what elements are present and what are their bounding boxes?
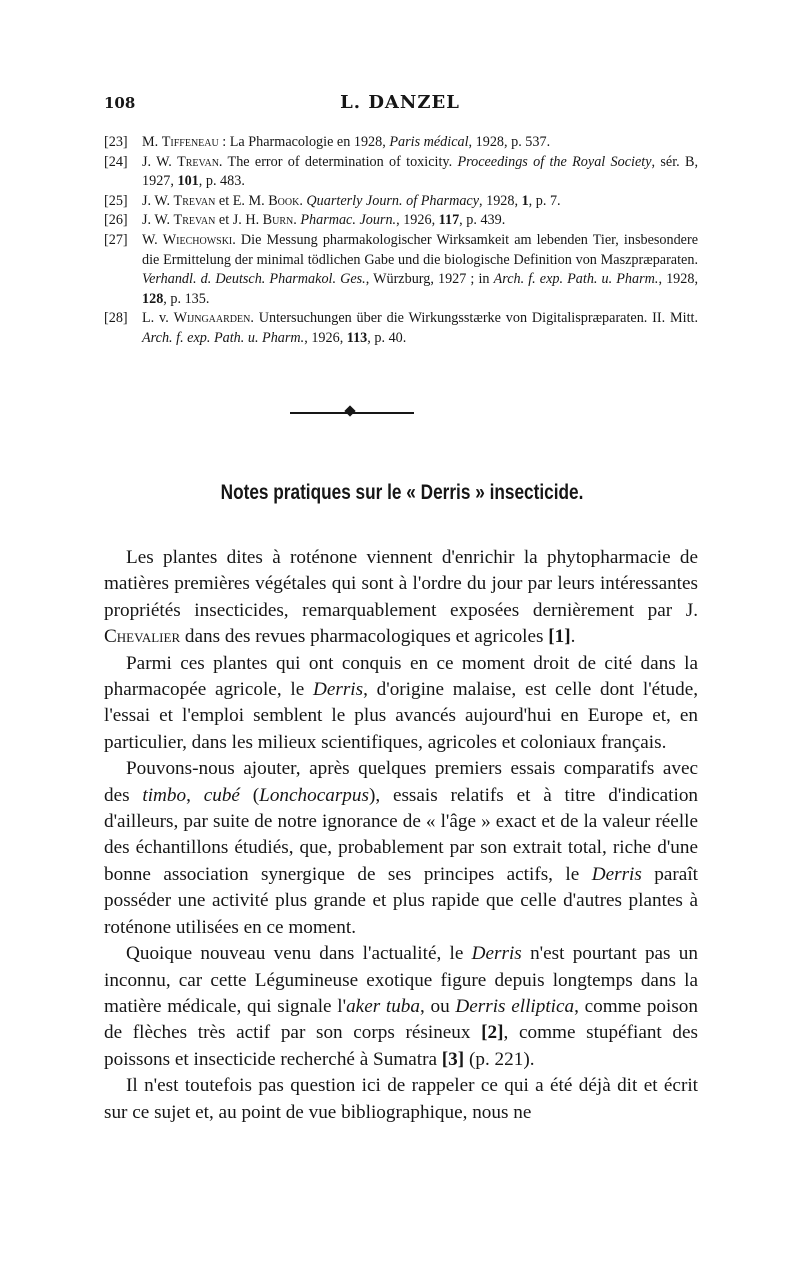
reference-item: [24] J. W. Trevan. The error of determination of toxicity. Proceedings of the Royal Society, sér. B, 1927, 101, p. 483. [104, 153, 699, 190]
reference-journal: Quarterly Journ. of Pharmacy [306, 192, 480, 209]
reference-author-2: Burn [262, 212, 294, 229]
reference-number: [26] [104, 212, 128, 229]
reference-list [104, 133, 698, 349]
paragraph: Quoique nouveau venu dans l'actualité, le Derris n'est pourtant pas un inconnu, car cette Légumineuse exotique figure depuis longtemps dans la matière médicale, qui signale l'aker tuba, ou Derris elliptica, comme poison de flèches très actif par son corps résineux [2], comme stupéfiant des poissons et insecticide recherché à Sumatra [3] (p. 221). [104, 943, 698, 1070]
reference-journal: Pharmac. Journ. [300, 212, 397, 229]
reference-author: Trevan [173, 212, 216, 229]
reference-journal-2: Arch. f. exp. Path. u. Pharm. [493, 271, 659, 288]
page-header [104, 94, 696, 124]
citation-ref: [1] [548, 626, 571, 648]
paragraph: Pouvons-nous ajouter, après quelques premiers essais comparatifs avec des timbo, cubé (Lonchocarpus), essais relatifs et à titre d'indication d'ailleurs, par suite de notre ignorance de « l'âge » exact et de la valeur réelle des échantillons étudiés, que, probablement par son extrait total, riche d'une bonne association synergique de ses principes actifs, le Derris paraît posséder une activité plus grande et plus rapide que celle d'autres plantes à roténone utilisées en ce moment. [104, 758, 699, 938]
reference-item: [25] J. W. Trevan et E. M. Book. Quarterly Journ. of Pharmacy, 1928, 1, p. 7. [104, 192, 698, 212]
reference-item: [26] J. W. Trevan et J. H. Burn. Pharmac. Journ., 1926, 117, p. 439. [104, 211, 698, 231]
reference-author-2: Book [268, 192, 300, 209]
divider-diamond-ornament [344, 405, 355, 416]
reference-volume: 113 [346, 329, 368, 346]
article-body [104, 545, 698, 1126]
running-title: L. DANZEL [340, 92, 460, 113]
reference-item: [23] M. Tiffeneau : La Pharmacologie en 1928, Paris médical, 1928, p. 537. [104, 133, 698, 153]
reference-volume: 1 [521, 192, 529, 209]
reference-number: [28] [104, 310, 128, 327]
reference-volume: 128 [142, 290, 164, 307]
paragraph: Les plantes dites à roténone viennent d'enrichir la phytopharmacie de matières premières végétales qui sont à l'ordre du jour par leurs intéressantes propriétés insecticides, remarquablement exposées dernièrement par J. Chevalier dans des revues pharmacologiques et agricoles [1]. [104, 547, 698, 648]
reference-journal: Verhandl. d. Deutsch. Pharmakol. Ges. [142, 271, 366, 288]
reference-item: [28] L. v. Wijngaarden. Untersuchungen über die Wirkungsstærke von Digitalispræparaten. II. Mitt. Arch. f. exp. Path. u. Pharm., 1926, 113, p. 40. [104, 310, 699, 346]
citation-ref: [2] [481, 1022, 504, 1044]
reference-number: [27] [104, 231, 128, 248]
reference-journal: Paris médical [389, 134, 469, 150]
reference-number: [23] [104, 134, 128, 150]
reference-number: [24] [104, 153, 128, 170]
reference-number: [25] [104, 192, 128, 209]
author-name: Chevalier [104, 626, 181, 648]
reference-author: Wijngaarden [173, 310, 251, 327]
citation-ref: [3] [441, 1048, 465, 1070]
section-title: Notes pratiques sur le « Derris » insecticide. [220, 481, 584, 504]
reference-author: Trevan [173, 192, 216, 209]
reference-volume: 117 [438, 212, 460, 229]
reference-author: Tiffeneau [161, 134, 219, 150]
paragraph: Parmi ces plantes qui ont conquis en ce moment droit de cité dans la pharmacopée agricole, le Derris, d'origine malaise, est celle dont l'étude, l'essai et l'emploi semblent le plus avancés aujourd'hui en Europe et, en particulier, dans les milieux scientifiques, agricoles et coloniaux français. [104, 652, 699, 753]
reference-journal: Arch. f. exp. Path. u. Pharm. [142, 329, 305, 346]
page-number: 108 [104, 94, 136, 112]
reference-author: Trevan [177, 153, 219, 170]
reference-author: Wiechowski [162, 231, 233, 248]
reference-journal: Proceedings of the Royal Society [457, 153, 652, 170]
reference-volume: 101 [177, 173, 199, 190]
paragraph: Il n'est toutefois pas question ici de rappeler ce qui a été déjà dit et écrit sur ce sujet et, au point de vue bibliographique, nous ne [104, 1075, 698, 1123]
reference-item: [27] W. Wiechowski. Die Messung pharmakologischer Wirksamkeit am lebenden Tier, insbesondere die Ermittelung der minimal tödlichen Gabe und die biologische Definition von Maszpræparaten. Verhandl. d. Deutsch. Pharmakol. Ges., Würzburg, 1927 ; in Arch. f. exp. Path. u. Pharm., 1928, 128, p. 135. [104, 231, 698, 307]
